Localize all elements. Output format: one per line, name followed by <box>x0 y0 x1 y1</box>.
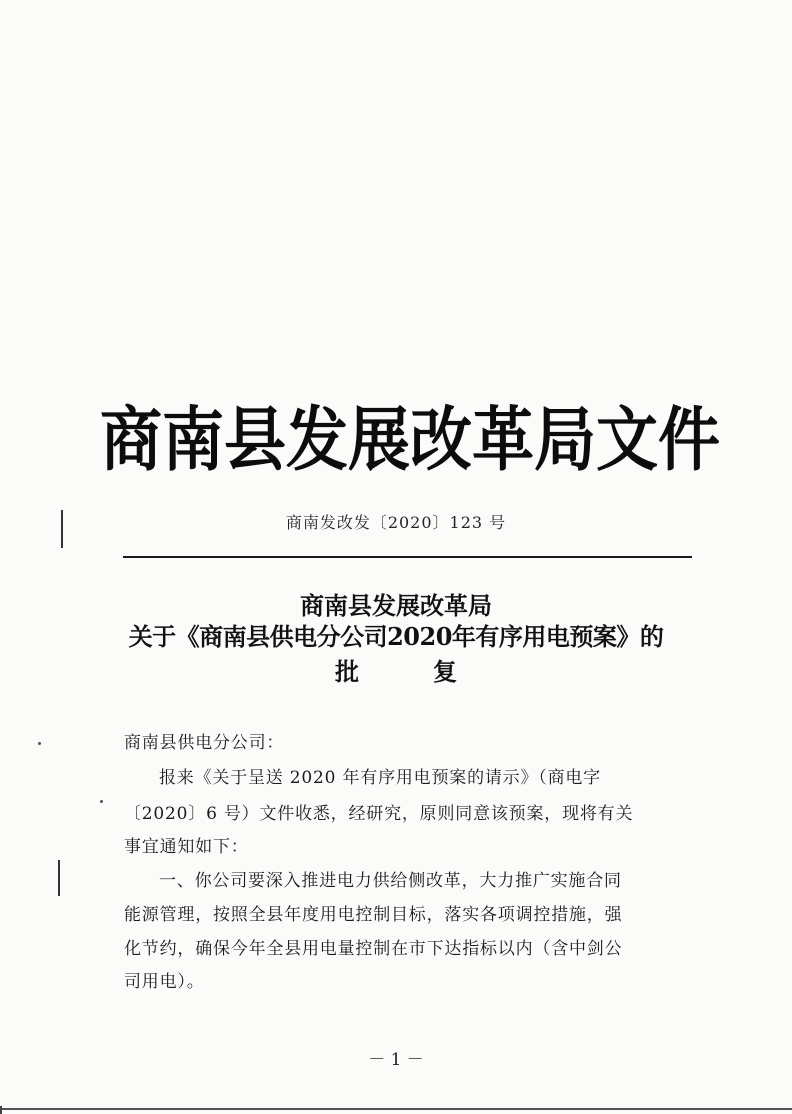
paragraph-2-line-1: 一、你公司要深入推进电力供给侧改革，大力推广实施合同 <box>159 871 622 891</box>
header-divider <box>123 556 692 558</box>
heading-line-3 <box>0 652 792 687</box>
binding-mark-lower <box>58 860 60 896</box>
heading-line-2: 关于《商南县供电分公司2020年有序用电预案》的 <box>128 622 664 651</box>
heading-char-pi: 批 <box>335 657 359 686</box>
scan-speck <box>100 800 103 803</box>
page-number: － 1 － <box>368 1050 424 1070</box>
paragraph-2-line-3: 化节约，确保今年全县用电量控制在市下达指标以内（含中剑公 <box>124 939 623 959</box>
paragraph-2-line-4: 司用电）。 <box>124 972 205 992</box>
paragraph-1-line-3: 事宜通知如下： <box>124 837 249 857</box>
scan-bottom-edge <box>0 1108 792 1110</box>
document-number: 商南发改发〔2020〕123 号 <box>285 513 507 532</box>
paragraph-2-line-2: 能源管理，按照全县年度用电控制目标，落实各项调控措施，强 <box>124 905 623 925</box>
scan-corner-edge <box>0 1106 2 1114</box>
heading-char-fu: 复 <box>433 657 457 686</box>
salutation: 商南县供电分公司： <box>124 733 285 753</box>
heading-line-1: 商南县发展改革局 <box>300 591 492 620</box>
binding-mark-upper <box>61 510 63 548</box>
scan-speck <box>38 742 41 745</box>
paragraph-1-line-1: 报来《关于呈送 2020 年有序用电预案的请示》（商电字 <box>159 768 601 788</box>
issuer-title: 商南县发展改革局文件 <box>100 398 721 481</box>
paragraph-1-line-2: 〔2020〕6 号）文件收悉，经研究，原则同意该预案，现将有关 <box>124 804 634 824</box>
